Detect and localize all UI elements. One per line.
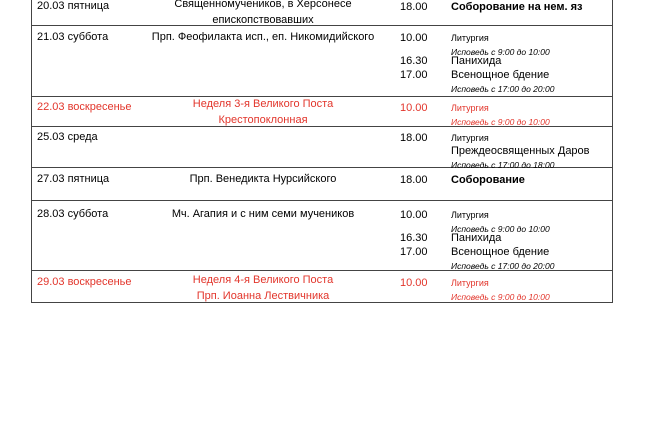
confession-note: Исповедь с 17:00 до 20:00: [451, 84, 555, 94]
feast-line: Крестопоклонная: [218, 114, 308, 126]
service-entry: [451, 231, 501, 245]
service-entry: [451, 101, 550, 129]
feast-name: [145, 171, 381, 187]
feast-line: Прп. Иоанна Лествичника: [196, 290, 330, 302]
service-time: 10.00: [400, 102, 428, 114]
table-row: [31, 97, 613, 127]
service-name: Панихида: [451, 232, 502, 244]
service-time: 16.30: [400, 232, 428, 244]
service-entry: [451, 0, 583, 14]
service-time: 18.00: [400, 1, 428, 13]
service-name: Соборование на нем. яз: [451, 1, 583, 13]
table-row: [31, 201, 613, 271]
service-date: 25.03 среда: [37, 131, 98, 143]
service-date: 28.03 суббота: [37, 208, 109, 220]
service-date: 22.03 воскресенье: [37, 101, 132, 113]
confession-note: Исповедь с 9:00 до 10:00: [451, 47, 550, 57]
service-name: Всенощное бдение: [451, 69, 550, 81]
service-entry: [451, 54, 501, 68]
feast-line: епископствовавших: [212, 14, 314, 26]
table-row: [31, 168, 613, 201]
feast-name: [145, 29, 381, 45]
service-entry: [451, 68, 554, 96]
feast-line: Прп. Венедикта Нурсийского: [189, 173, 337, 185]
service-time: 10.00: [400, 32, 428, 44]
service-entry: [451, 131, 489, 145]
service-time: 17.00: [400, 246, 428, 258]
service-date: 21.03 суббота: [37, 31, 109, 43]
service-date: 27.03 пятница: [37, 173, 110, 185]
feast-line: Неделя 3-я Великого Поста: [192, 98, 334, 110]
service-name: Литургия: [451, 103, 489, 113]
feast-name: [145, 96, 381, 128]
service-time: 18.00: [400, 132, 428, 144]
service-entry: [451, 245, 554, 273]
service-date: 20.03 пятница: [37, 0, 110, 12]
service-name: Литургия: [451, 33, 489, 43]
table-row: [31, 127, 613, 168]
service-time: 10.00: [400, 277, 428, 289]
service-name: Литургия: [451, 133, 489, 143]
table-row: [31, 0, 613, 26]
feast-line: Неделя 4-я Великого Поста: [192, 274, 334, 286]
confession-note: Исповедь с 17:00 до 20:00: [451, 261, 555, 271]
service-name: Литургия: [451, 278, 489, 288]
service-name: Соборование: [451, 174, 525, 186]
service-name: Литургия: [451, 210, 489, 220]
service-time: 16.30: [400, 55, 428, 67]
feast-name: [145, 272, 381, 304]
service-name: Преждеосвященных Даров: [451, 145, 590, 157]
service-time: 10.00: [400, 209, 428, 221]
service-name: Панихида: [451, 55, 502, 67]
feast-name: [145, 0, 381, 28]
feast-line: Мч. Агапия и с ним семи мучеников: [171, 208, 355, 220]
service-entry: [451, 276, 550, 304]
service-time: 17.00: [400, 69, 428, 81]
service-date: 29.03 воскресенье: [37, 276, 132, 288]
service-entry: [451, 173, 525, 187]
confession-note: Исповедь с 9:00 до 10:00: [451, 117, 550, 127]
service-time: 18.00: [400, 174, 428, 186]
table-row: [31, 26, 613, 97]
service-name: Всенощное бдение: [451, 246, 550, 258]
confession-note: Исповедь с 17:00 до 18:00: [451, 160, 555, 170]
table-row: [31, 271, 613, 303]
confession-note: Исповедь с 9:00 до 10:00: [451, 292, 550, 302]
confession-note: Исповедь с 9:00 до 10:00: [451, 224, 550, 234]
feast-line: Прп. Феофилакта исп., еп. Никомидийского: [151, 31, 375, 43]
feast-line: Священномучеников, в Херсонесе: [174, 0, 352, 10]
feast-name: [145, 206, 381, 222]
